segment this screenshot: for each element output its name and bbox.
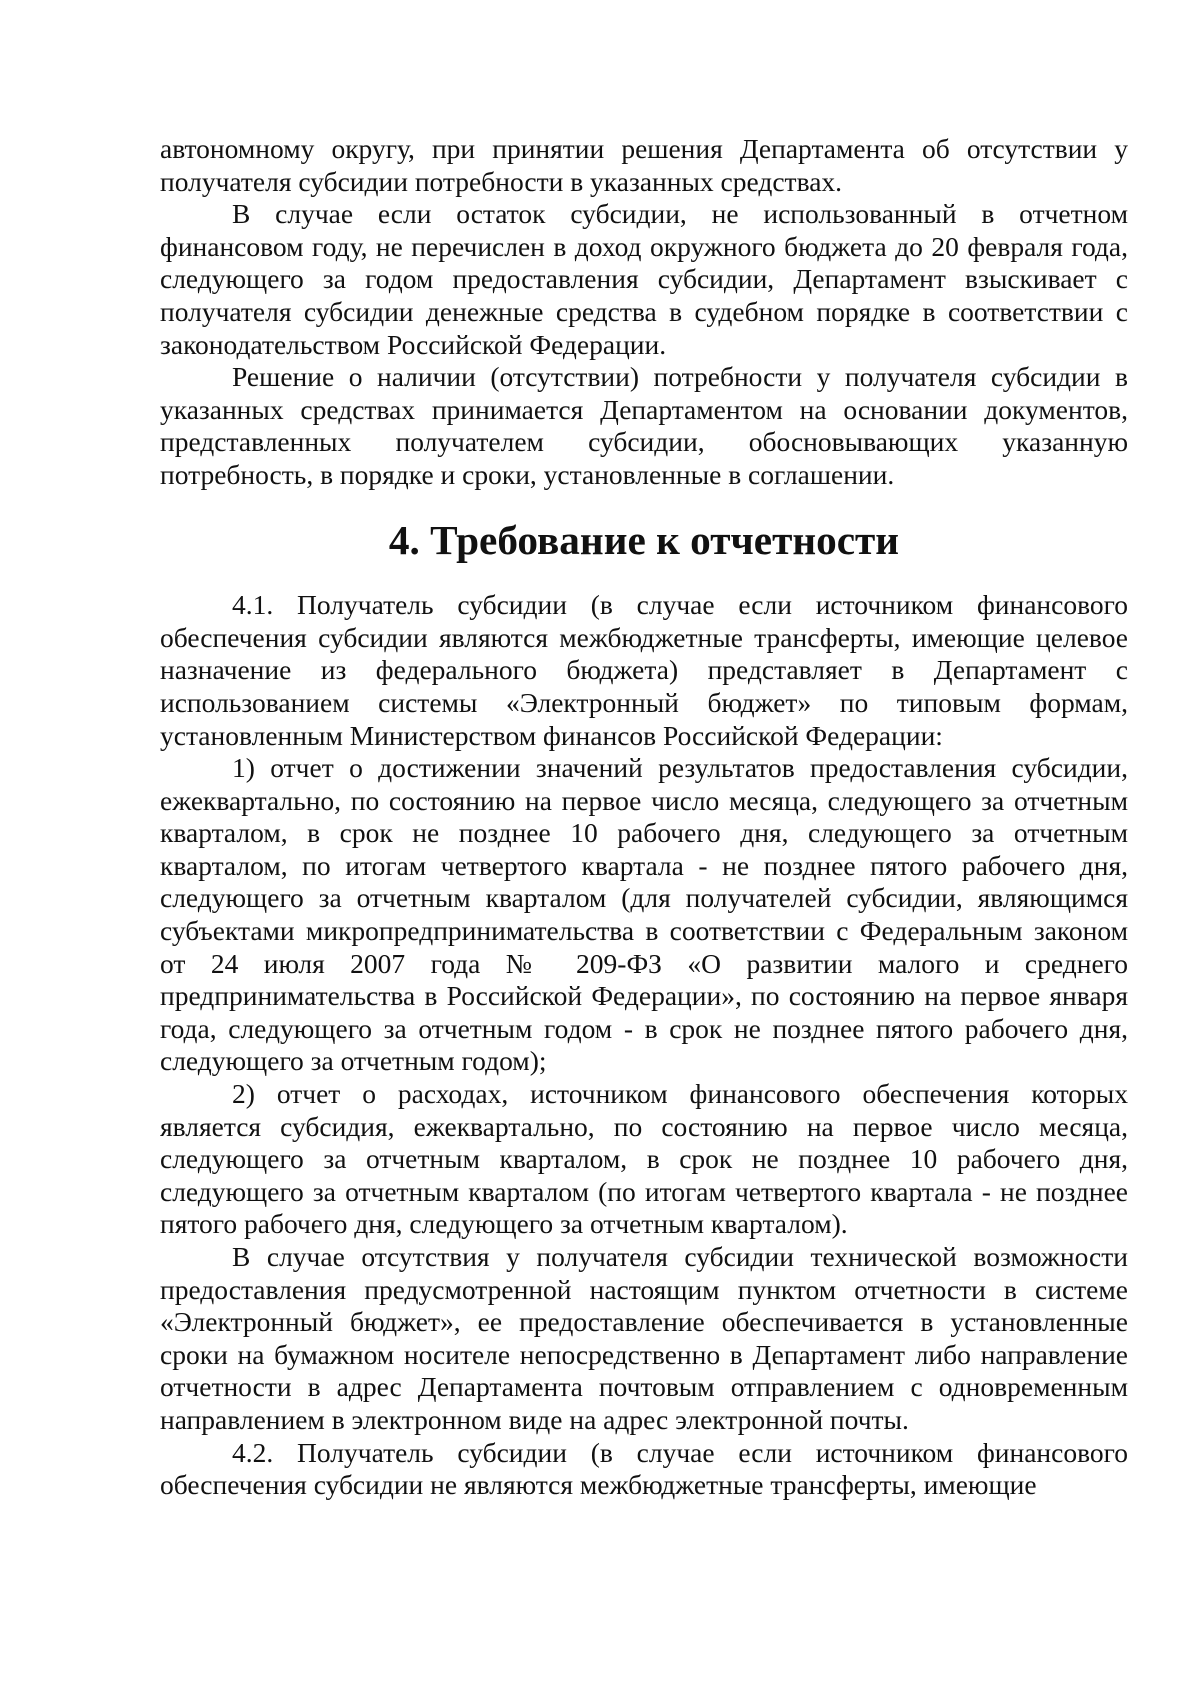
paragraph-4-1: 4.1. Получатель субсидии (в случае если источником финансового обеспечения субсидии являются межбюджетные трансферты, имеющие целевое назначение из федерального бюджета) представляет в Департамент с использованием системы «Электронный бюджет» по типовым формам, установленным Министерством финансов Российской Федерации:: [160, 589, 1128, 751]
paragraph-subsidy-remainder: В случае если остаток субсидии, не использованный в отчетном финансовом году, не перечислен в доход окружного бюджета до 20 февраля года, следующего за годом предоставления субсидии, Департамент взыскивает с получателя субсидии денежные средства в судебном порядке в соответствии с законодательством Российской Федерации.: [160, 198, 1128, 360]
paragraph-4-2: 4.2. Получатель субсидии (в случае если источником финансового обеспечения субсидии не являются межбюджетные трансферты, имеющие: [160, 1436, 1128, 1501]
paragraph-no-technical-possibility: В случае отсутствия у получателя субсидии технической возможности предоставления предусмотренной настоящим пунктом отчетности в системе «Электронный бюджет», ее предоставление обеспечивается в установленные сроки на бумажном носителе непосредственно в Департамент либо направление отчетности в адрес Департамента почтовым отправлением с одновременным направлением в электронном виде на адрес электронной почты.: [160, 1241, 1128, 1435]
paragraph-need-decision: Решение о наличии (отсутствии) потребности у получателя субсидии в указанных средствах принимается Департаментом на основании документов, представленных получателем субсидии, обосновывающих указанную потребность, в порядке и сроки, установленные в соглашении.: [160, 361, 1128, 490]
paragraph-item-1: 1) отчет о достижении значений результатов предоставления субсидии, ежеквартально, по состоянию на первое число месяца, следующего за отчетным кварталом, в срок не позднее 10 рабочего дня, следующего за отчетным кварталом, по итогам четвертого квартала - не позднее пятого рабочего дня, следующего за отчетным кварталом (для получателей субсидии, являющимся субъектами микропредпринимательства в соответствии с Федеральным законом от 24 июля 2007 года № 209-ФЗ «О развитии малого и среднего предпринимательства в Российской Федерации», по состоянию на первое января года, следующего за отчетным годом - в срок не позднее пятого рабочего дня, следующего за отчетным годом);: [160, 752, 1128, 1077]
paragraph-item-2: 2) отчет о расходах, источником финансового обеспечения которых является субсидия, ежеквартально, по состоянию на первое число месяца, следующего за отчетным кварталом, в срок не позднее 10 рабочего дня, следующего за отчетным кварталом (по итогам четвертого квартала - не позднее пятого рабочего дня, следующего за отчетным кварталом).: [160, 1078, 1128, 1240]
document-body: [160, 133, 1128, 1502]
paragraph-continuation: автономному округу, при принятии решения Департамента об отсутствии у получателя субсидии потребности в указанных средствах.: [160, 133, 1128, 197]
section-heading: 4. Требование к отчетности: [388, 516, 900, 563]
